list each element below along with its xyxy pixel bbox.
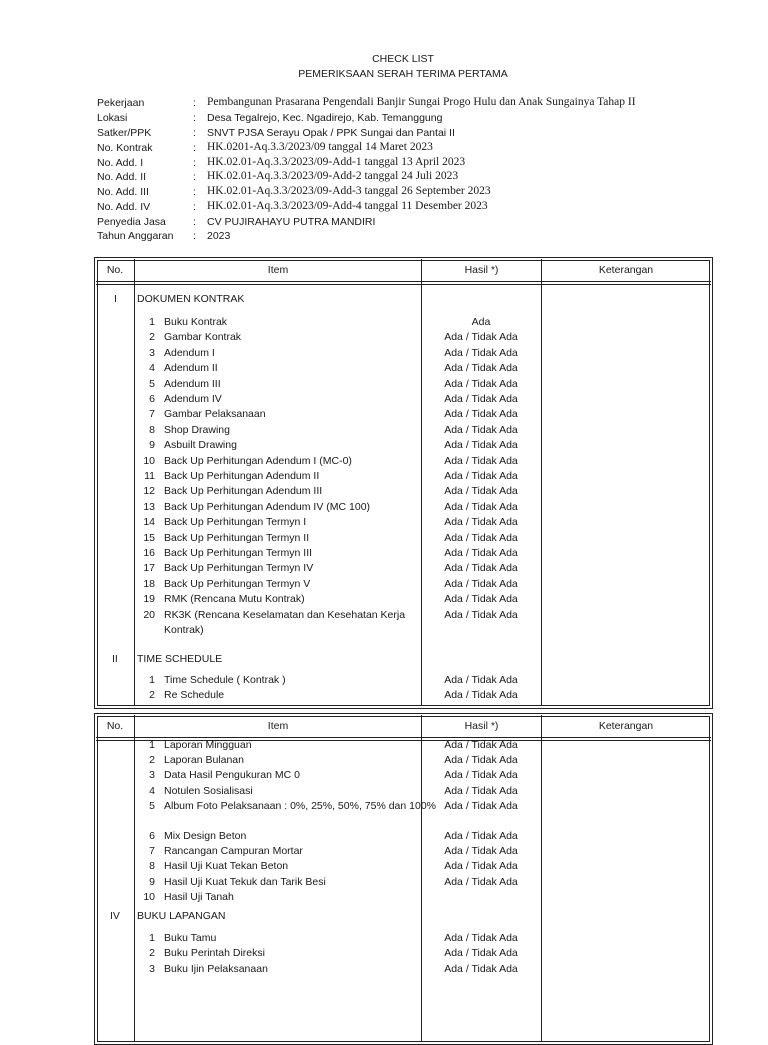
item-text: Back Up Perhitungan Adendum III: [164, 485, 323, 498]
item-text: Back Up Perhitungan Adendum I (MC-0): [164, 454, 352, 467]
item-text: Laporan Mingguan: [164, 739, 252, 751]
item-text: Time Schedule ( Kontrak ): [164, 674, 286, 686]
item-text: Shop Drawing: [164, 423, 230, 436]
item-number: 9: [149, 439, 155, 452]
item-result: Ada / Tidak Ada: [444, 962, 518, 975]
item-result: Ada / Tidak Ada: [444, 423, 518, 436]
section-roman: I: [114, 293, 117, 305]
item-number: 3: [149, 769, 155, 782]
item-text: Gambar Pelaksanaan: [164, 408, 266, 421]
item-number: 1: [149, 674, 155, 686]
item-number: 7: [149, 408, 155, 421]
item-text: Adendum IV: [164, 393, 222, 405]
info-value: 2023: [207, 230, 231, 242]
item-number: 13: [143, 500, 155, 513]
item-text: Back Up Perhitungan Termyn I: [164, 516, 307, 529]
item-text: Back Up Perhitungan Termyn IV: [164, 562, 314, 575]
info-value: HK.02.01-Aq.3.3/2023/09-Add-2 tanggal 24 Juli 2023: [207, 170, 459, 182]
header-divider: [96, 281, 711, 282]
item-result: Ada / Tidak Ada: [444, 577, 518, 590]
item-text: Back Up Perhitungan Adendum II: [164, 470, 320, 482]
header-hasil: Hasil *): [464, 720, 499, 732]
section-title: TIME SCHEDULE: [137, 653, 223, 665]
item-result: Ada / Tidak Ada: [444, 860, 518, 873]
item-text: Hasil Uji Kuat Tekan Beton: [164, 860, 289, 873]
item-number: 4: [149, 784, 155, 797]
item-result: Ada / Tidak Ada: [444, 784, 518, 797]
item-result: Ada / Tidak Ada: [444, 947, 518, 960]
item-result: Ada / Tidak Ada: [444, 769, 518, 782]
item-result: Ada / Tidak Ada: [444, 393, 518, 405]
item-number: 5: [149, 799, 155, 812]
info-colon: :: [193, 216, 196, 228]
header-keterangan: Keterangan: [598, 264, 654, 276]
column-divider: [541, 259, 542, 705]
document-subtitle: PEMERIKSAAN SERAH TERIMA PERTAMA: [298, 68, 508, 80]
item-text: Buku Tamu: [164, 932, 217, 944]
item-text: RMK (Rencana Mutu Kontrak): [164, 593, 305, 606]
header-divider: [96, 284, 711, 285]
item-number: 3: [149, 962, 155, 975]
item-text: Gambar Kontrak: [164, 331, 242, 344]
info-value: Desa Tegalrejo, Kec. Ngadirejo, Kab. Temanggung: [207, 112, 443, 124]
item-result: Ada / Tidak Ada: [444, 932, 518, 944]
info-label: No. Add. IV: [97, 201, 151, 213]
info-label: Tahun Anggaran: [97, 230, 174, 242]
section-roman: IV: [110, 910, 120, 922]
item-number: 8: [149, 423, 155, 436]
info-colon: :: [193, 142, 196, 154]
item-result: Ada / Tidak Ada: [444, 500, 518, 513]
item-number: 19: [143, 593, 155, 606]
section-title: DOKUMEN KONTRAK: [137, 293, 245, 305]
item-text: Hasil Uji Kuat Tekuk dan Tarik Besi: [164, 875, 326, 888]
header-keterangan: Keterangan: [598, 720, 654, 732]
item-text: Notulen Sosialisasi: [164, 784, 253, 797]
item-number: 7: [149, 845, 155, 858]
item-result: Ada / Tidak Ada: [444, 739, 518, 751]
item-number: 6: [149, 393, 155, 405]
info-label: No. Add. II: [97, 171, 147, 183]
item-number: 15: [143, 531, 155, 544]
item-result: Ada / Tidak Ada: [444, 485, 518, 498]
item-result: Ada / Tidak Ada: [444, 593, 518, 606]
item-text: Buku Ijin Pelaksanaan: [164, 962, 268, 975]
info-label: No. Add. III: [97, 186, 149, 198]
item-text: RK3K (Rencana Keselamatan dan Kesehatan Kerja: [164, 608, 406, 621]
item-number: 2: [149, 754, 155, 767]
header-no: No.: [106, 720, 124, 732]
info-colon: :: [193, 157, 196, 169]
item-text: Laporan Bulanan: [164, 754, 244, 767]
item-number: 2: [149, 689, 155, 702]
info-colon: :: [193, 127, 196, 139]
item-result: Ada / Tidak Ada: [444, 562, 518, 575]
info-value: HK.0201-Aq.3.3/2023/09 tanggal 14 Maret 2023: [207, 141, 433, 153]
item-number: 6: [149, 830, 155, 842]
item-result: Ada / Tidak Ada: [444, 516, 518, 529]
item-text: Rancangan Campuran Mortar: [164, 845, 303, 858]
item-text: Back Up Perhitungan Termyn V: [164, 577, 311, 590]
item-number: 1: [149, 739, 155, 751]
item-number: 14: [143, 516, 155, 529]
item-text: Back Up Perhitungan Termyn II: [164, 531, 310, 544]
item-text-continued: Kontrak): [164, 623, 204, 636]
item-number: 20: [143, 608, 155, 621]
item-text: Hasil Uji Tanah: [164, 890, 234, 903]
item-number: 9: [149, 875, 155, 888]
item-number: 16: [143, 547, 155, 559]
item-text: Adendum I: [164, 346, 215, 359]
item-result: Ada / Tidak Ada: [444, 377, 518, 390]
item-number: 10: [143, 454, 155, 467]
document-title: CHECK LIST: [372, 53, 434, 65]
info-colon: :: [193, 97, 196, 109]
info-colon: :: [193, 201, 196, 213]
item-result: Ada / Tidak Ada: [444, 799, 518, 812]
item-number: 1: [149, 932, 155, 944]
item-result: Ada / Tidak Ada: [444, 547, 518, 559]
info-value: HK.02.01-Aq.3.3/2023/09-Add-4 tanggal 11 Desember 2023: [207, 200, 488, 212]
info-label: Pekerjaan: [97, 97, 145, 109]
item-number: 4: [149, 362, 155, 375]
item-number: 17: [143, 562, 155, 575]
info-label: Penyedia Jasa: [97, 216, 166, 228]
item-result: Ada / Tidak Ada: [444, 608, 518, 621]
item-result: Ada / Tidak Ada: [444, 830, 518, 842]
item-text: Back Up Perhitungan Adendum IV (MC 100): [164, 500, 371, 513]
item-result: Ada / Tidak Ada: [444, 875, 518, 888]
item-result: Ada / Tidak Ada: [444, 408, 518, 421]
item-text: Data Hasil Pengukuran MC 0: [164, 769, 300, 782]
header-divider: [96, 737, 711, 738]
info-value: CV PUJIRAHAYU PUTRA MANDIRI: [207, 216, 376, 228]
item-text: Album Foto Pelaksanaan : 0%, 25%, 50%, 75% dan 100%: [164, 799, 437, 812]
item-result: Ada / Tidak Ada: [444, 331, 518, 344]
header-item: Item: [267, 264, 289, 276]
item-result: Ada / Tidak Ada: [444, 470, 518, 482]
section-title: BUKU LAPANGAN: [137, 910, 226, 922]
item-text: Buku Perintah Direksi: [164, 947, 265, 960]
info-colon: :: [193, 230, 196, 242]
header-no: No.: [106, 264, 124, 276]
item-number: 3: [149, 346, 155, 359]
item-result: Ada: [471, 316, 491, 328]
item-result: Ada / Tidak Ada: [444, 754, 518, 767]
item-result: Ada / Tidak Ada: [444, 439, 518, 452]
item-number: 1: [149, 316, 155, 328]
item-result: Ada / Tidak Ada: [444, 362, 518, 375]
info-label: No. Add. I: [97, 157, 144, 169]
item-text: Re Schedule: [164, 689, 225, 702]
item-result: Ada / Tidak Ada: [444, 531, 518, 544]
item-text: Adendum III: [164, 377, 221, 390]
info-value: HK.02.01-Aq.3.3/2023/09-Add-3 tanggal 26 September 2023: [207, 185, 491, 197]
column-divider: [541, 715, 542, 1041]
item-result: Ada / Tidak Ada: [444, 689, 518, 702]
item-result: Ada / Tidak Ada: [444, 346, 518, 359]
info-value: HK.02.01-Aq.3.3/2023/09-Add-1 tanggal 13 April 2023: [207, 156, 466, 168]
header-hasil: Hasil *): [464, 264, 499, 276]
item-text: Asbuilt Drawing: [164, 439, 237, 452]
item-number: 8: [149, 860, 155, 873]
item-text: Buku Kontrak: [164, 316, 228, 328]
item-number: 18: [143, 577, 155, 590]
info-colon: :: [193, 112, 196, 124]
info-label: Lokasi: [97, 112, 128, 124]
info-label: Satker/PPK: [97, 127, 152, 139]
header-item: Item: [267, 720, 289, 732]
item-number: 2: [149, 947, 155, 960]
item-number: 12: [143, 485, 155, 498]
item-text: Adendum II: [164, 362, 218, 375]
item-number: 11: [144, 470, 155, 482]
item-text: Mix Design Beton: [164, 830, 247, 842]
item-text: Back Up Perhitungan Termyn III: [164, 547, 313, 559]
item-result: Ada / Tidak Ada: [444, 674, 518, 686]
info-colon: :: [193, 186, 196, 198]
item-result: Ada / Tidak Ada: [444, 845, 518, 858]
item-number: 5: [149, 377, 155, 390]
info-label: No. Kontrak: [97, 142, 153, 154]
section-roman: II: [112, 653, 118, 665]
item-number: 10: [143, 890, 155, 903]
item-number: 2: [149, 331, 155, 344]
info-value: Pembangunan Prasarana Pengendali Banjir Sungai Progo Hulu dan Anak Sungainya Tahap II: [207, 96, 636, 108]
item-result: Ada / Tidak Ada: [444, 454, 518, 467]
info-value: SNVT PJSA Serayu Opak / PPK Sungai dan Pantai II: [207, 127, 455, 139]
info-colon: :: [193, 171, 196, 183]
